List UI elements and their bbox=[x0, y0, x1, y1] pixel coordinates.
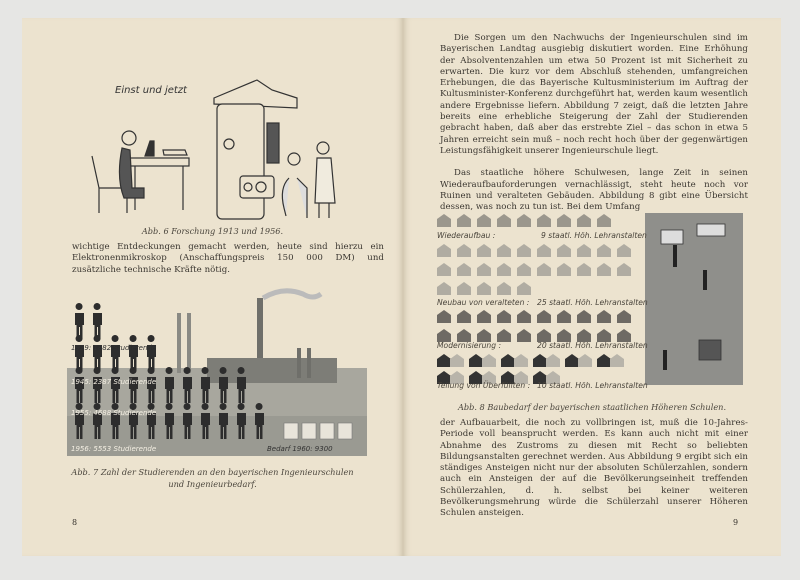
modernize-school-icon bbox=[597, 310, 611, 323]
fig7-caption-line2: und Ingenieurbedarf. bbox=[168, 479, 257, 489]
fig7-label-1945: 1945: 2387 Studierende bbox=[71, 378, 157, 386]
modernize-school-icon bbox=[557, 310, 571, 323]
fig8-row1-label: Wiederaufbau : bbox=[437, 231, 496, 240]
student-figure bbox=[75, 335, 84, 371]
modernize-school-icon bbox=[437, 310, 451, 323]
outdated-school-icon bbox=[477, 263, 491, 276]
modernize-school-icon bbox=[537, 310, 551, 323]
page-number-left: 8 bbox=[72, 518, 78, 527]
overfilled-school-icon bbox=[437, 354, 451, 367]
new-school-icon bbox=[514, 354, 528, 367]
modernize-school-icon bbox=[477, 310, 491, 323]
fig8-caption: Abb. 8 Baubedarf der bayerischen staatlichen Höheren Schulen. bbox=[457, 402, 727, 412]
right-text-top bbox=[440, 33, 748, 224]
modernize-school-icon bbox=[617, 310, 631, 323]
fig8-side-illustration bbox=[645, 213, 743, 385]
modernize-school-icon bbox=[517, 310, 531, 323]
modernize-school-icon bbox=[577, 310, 591, 323]
outdated-school-icon bbox=[457, 282, 471, 295]
outdated-school-icon bbox=[617, 244, 631, 257]
overfilled-school-icon bbox=[469, 354, 483, 367]
outdated-school-icon bbox=[457, 244, 471, 257]
ruined-school-icon bbox=[537, 214, 551, 227]
fig6-illustration bbox=[67, 38, 367, 218]
ruined-school-icon bbox=[577, 214, 591, 227]
overfilled-school-icon bbox=[533, 354, 547, 367]
overfilled-school-icon bbox=[565, 354, 579, 367]
overfilled-school-icon bbox=[597, 354, 611, 367]
outdated-school-icon bbox=[537, 263, 551, 276]
illustration-title: Einst und jetzt bbox=[115, 85, 187, 96]
fig8-pictograph bbox=[433, 210, 753, 396]
ruined-school-icon bbox=[437, 214, 451, 227]
outdated-school-icon bbox=[517, 263, 531, 276]
fig7-caption bbox=[42, 466, 383, 490]
outdated-school-icon bbox=[437, 282, 451, 295]
page-number-right: 9 bbox=[733, 518, 739, 527]
outdated-school-icon bbox=[497, 263, 511, 276]
new-school-icon bbox=[610, 354, 624, 367]
ruined-school-icon bbox=[457, 214, 471, 227]
fig7-caption-line1: Abb. 7 Zahl der Studierenden an den bayerischen Ingenieurschulen bbox=[71, 467, 354, 477]
new-school-icon bbox=[578, 354, 592, 367]
fig7-label-1956: 1956: 5553 Studierende bbox=[71, 445, 157, 453]
fig7-label-1929: 1929: 1882 Studierende bbox=[71, 344, 157, 352]
ruined-school-icon bbox=[517, 214, 531, 227]
outdated-school-icon bbox=[537, 244, 551, 257]
outdated-school-icon bbox=[477, 282, 491, 295]
outdated-school-icon bbox=[437, 263, 451, 276]
fig7-pictograph bbox=[67, 288, 367, 456]
ruined-school-icon bbox=[557, 214, 571, 227]
ruined-school-icon bbox=[477, 214, 491, 227]
fig8-row3-label: Modernisierung : bbox=[437, 341, 502, 350]
outdated-school-icon bbox=[577, 244, 591, 257]
new-school-icon bbox=[546, 354, 560, 367]
outdated-school-icon bbox=[497, 244, 511, 257]
right-paragraph-1: Die Sorgen um den Nachwuchs der Ingenieurschulen sind im Bayerischen Landtag ausgiebig diskutiert worden. Eine Erhöhung der Absolventenzahlen um etwa 50 Prozent ist mit Sicherheit zu erwarten. Die kurz vor dem Abschluß stehenden, umfangreichen Erhebungen, die das Bayerische Kultusministerium im Auftrag der Kultusminister-Konferenz durchgeführt hat, werden kaum wesentlich andere Ergebnisse liefern. Abbildung 7 zeigt, daß die letzten Jahre bereits eine erhebliche Steigerung der Zahl der Studierenden gebracht haben, daß aber das erstrebte Ziel – das schon in etwa 5 Jahren erreicht sein muß – noch recht hoch über der gegenwärtigen Leistungsfähigkeit unserer Ingenieurschule liegt. bbox=[440, 33, 748, 156]
left-page bbox=[22, 18, 403, 556]
outdated-school-icon bbox=[457, 263, 471, 276]
student-figure bbox=[75, 303, 84, 339]
modernize-school-icon bbox=[457, 310, 471, 323]
outdated-school-icon bbox=[517, 244, 531, 257]
modernize-school-icon bbox=[497, 310, 511, 323]
outdated-school-icon bbox=[477, 244, 491, 257]
outdated-school-icon bbox=[437, 244, 451, 257]
fig8-row1-count: 9 staatl. Höh. Lehranstalten bbox=[541, 231, 647, 240]
fig8-row2-label: Neubau von veralteten : bbox=[437, 298, 530, 307]
fig7-label-1955: 1955: 4688 Studierende bbox=[71, 409, 157, 417]
student-figure bbox=[111, 335, 120, 371]
outdated-school-icon bbox=[557, 244, 571, 257]
right-paragraph-3: der Aufbauarbeit, die noch zu vollbringen ist, muß die 10-Jahres-Periode voll beansprucht werden. Es kann auch nicht mit einer Abnahme des Zustroms zu diesen mit Recht so beliebten Bildungsanstalten gerechnet werden. Aus Abbildung 9 ergibt sich ein ständiges Ansteigen nicht nur der absoluten Schülerzahlen, sondern auch ein Ansteigen der auf die Bevölkerungseinheit treffenden Schülerzahlen, d. h. selbst bei keiner weiteren Bevölkerungsmehrung würde die Schülerzahl unserer Höheren Schulen ansteigen. bbox=[440, 418, 748, 519]
ruined-school-icon bbox=[497, 214, 511, 227]
outdated-school-icon bbox=[617, 263, 631, 276]
outdated-school-icon bbox=[597, 263, 611, 276]
fig8-row4-label: Teilung von Überfüllten : bbox=[437, 381, 531, 390]
fig8-row3-count: 20 staatl. Höh. Lehranstalten bbox=[537, 341, 648, 350]
outdated-school-icon bbox=[557, 263, 571, 276]
ruined-school-icon bbox=[597, 214, 611, 227]
fig8-row4-count: 10 staatl. Höh. Lehranstalten bbox=[537, 381, 648, 390]
left-paragraph: wichtige Entdeckungen gemacht werden, heute sind hierzu ein Elektronenmikroskop (Anschaffungspreis 150 000 DM) und zusätzliche technische Kräfte nötig. bbox=[72, 242, 384, 275]
right-page bbox=[403, 18, 781, 556]
student-figure bbox=[129, 335, 138, 371]
student-figure bbox=[147, 335, 156, 371]
student-figure bbox=[93, 335, 102, 371]
fig7-label-bedarf: Bedarf 1960: 9300 bbox=[267, 445, 333, 453]
fig6-caption: Abb. 6 Forschung 1913 und 1956. bbox=[141, 226, 284, 236]
overfilled-school-icon bbox=[501, 354, 515, 367]
fig8-row2-count: 25 staatl. Höh. Lehranstalten bbox=[537, 298, 648, 307]
outdated-school-icon bbox=[497, 282, 511, 295]
right-paragraph-2: Das staatliche höhere Schulwesen, lange Zeit in seinen Wiederaufbauforderungen vernachlässigt, steht heute noch vor Ruinen und veralteten Gebäuden. Abbildung 8 gibt eine Übersicht dessen, was noch zu tun ist. Bei dem Umfang bbox=[440, 168, 748, 213]
outdated-school-icon bbox=[577, 263, 591, 276]
outdated-school-icon bbox=[517, 282, 531, 295]
new-school-icon bbox=[482, 354, 496, 367]
student-figure bbox=[93, 303, 102, 339]
new-school-icon bbox=[450, 354, 464, 367]
modernize-school-icon bbox=[517, 329, 531, 342]
outdated-school-icon bbox=[597, 244, 611, 257]
